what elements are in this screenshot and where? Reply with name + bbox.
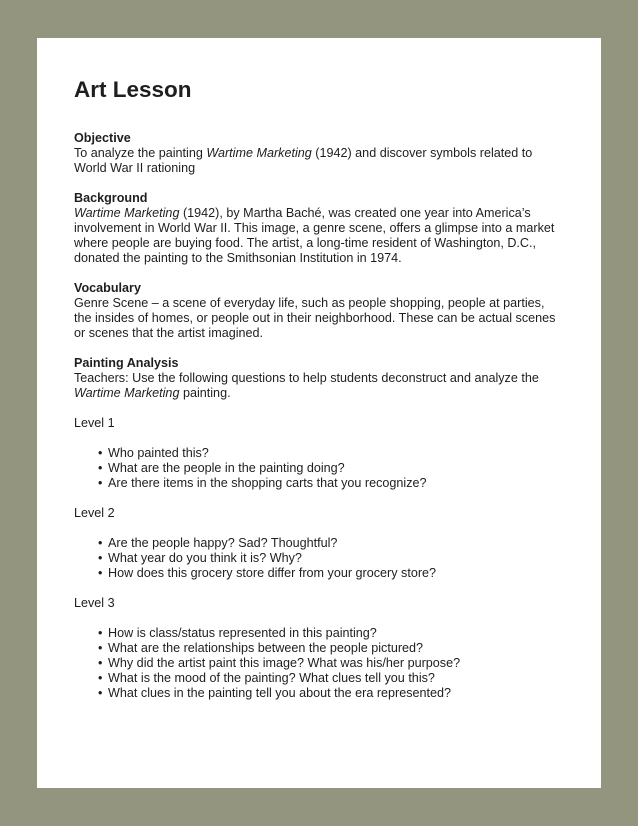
bullet-icon: • — [98, 446, 103, 460]
bullet-icon: • — [98, 686, 103, 700]
level-2-questions — [74, 536, 574, 581]
question-text: Are there items in the shopping carts that you recognize? — [108, 476, 427, 490]
level-1-questions — [74, 446, 574, 491]
list-item — [98, 551, 574, 566]
question-text: How does this grocery store differ from your grocery store? — [108, 566, 437, 580]
painting-title-italic: Wartime Marketing — [74, 206, 180, 220]
question-text: What clues in the painting tell you about the era represented? — [108, 686, 452, 700]
document-page — [37, 38, 601, 788]
question-text: What is the mood of the painting? What clues tell you this? — [108, 671, 435, 685]
page-title: Art Lesson — [74, 77, 192, 102]
level-3-questions — [74, 626, 574, 701]
bullet-icon: • — [98, 656, 103, 670]
question-text: What are the people in the painting doing? — [108, 461, 345, 475]
list-item — [98, 446, 574, 461]
background-line-4: donated the painting to the Smithsonian Institution in 1974. — [74, 251, 402, 265]
background-text: (1942), by Martha Baché, was created one year into America’s — [179, 206, 531, 220]
vocabulary-line-3: or scenes that the artist imagined. — [74, 326, 264, 340]
question-text: What are the relationships between the people pictured? — [108, 641, 424, 655]
analysis-section — [74, 356, 574, 401]
bullet-icon: • — [98, 671, 103, 685]
list-item — [98, 641, 574, 656]
objective-text: To analyze the painting — [74, 146, 207, 160]
background-heading: Background — [74, 191, 148, 205]
list-item — [98, 626, 574, 641]
bullet-icon: • — [98, 566, 103, 580]
bullet-icon: • — [98, 626, 103, 640]
vocabulary-section — [74, 281, 574, 341]
question-text: Are the people happy? Sad? Thoughtful? — [108, 536, 338, 550]
bullet-icon: • — [98, 461, 103, 475]
list-item — [98, 566, 574, 581]
background-line-1 — [74, 206, 574, 221]
objective-text: (1942) and discover symbols related to — [311, 146, 533, 160]
level-1-label: Level 1 — [74, 416, 115, 430]
painting-title-italic: Wartime Marketing — [74, 386, 180, 400]
question-text: What year do you think it is? Why? — [108, 551, 302, 565]
bullet-icon: • — [98, 476, 103, 490]
bullet-icon: • — [98, 551, 103, 565]
document-content — [74, 77, 574, 716]
vocabulary-line-1: Genre Scene – a scene of everyday life, such as people shopping, people at parties, — [74, 296, 545, 310]
background-line-3: where people are buying food. The artist, a long-time resident of Washington, D.C., — [74, 236, 537, 250]
analysis-text: painting. — [179, 386, 231, 400]
question-text: Why did the artist paint this image? What was his/her purpose? — [108, 656, 461, 670]
vocabulary-line-2: the insides of homes, or people out in their neighborhood. These can be actual scenes — [74, 311, 556, 325]
level-2-label: Level 2 — [74, 506, 115, 520]
list-item — [98, 461, 574, 476]
background-line-2: involvement in World War II. This image, a genre scene, offers a glimpse into a market — [74, 221, 555, 235]
bullet-icon: • — [98, 641, 103, 655]
objective-line-2: World War II rationing — [74, 161, 196, 175]
background-section — [74, 191, 574, 266]
list-item — [98, 536, 574, 551]
list-item — [98, 476, 574, 491]
list-item — [98, 671, 574, 686]
question-text: How is class/status represented in this painting? — [108, 626, 377, 640]
analysis-line-1: Teachers: Use the following questions to help students deconstruct and analyze the — [74, 371, 539, 385]
list-item — [98, 686, 574, 701]
vocabulary-heading: Vocabulary — [74, 281, 141, 295]
bullet-icon: • — [98, 536, 103, 550]
objective-heading: Objective — [74, 131, 131, 145]
analysis-heading: Painting Analysis — [74, 356, 179, 370]
level-3-label: Level 3 — [74, 596, 115, 610]
painting-title-italic: Wartime Marketing — [206, 146, 312, 160]
objective-line-1 — [74, 146, 574, 161]
objective-section — [74, 131, 574, 176]
list-item — [98, 656, 574, 671]
analysis-line-2 — [74, 386, 574, 401]
question-text: Who painted this? — [108, 446, 209, 460]
